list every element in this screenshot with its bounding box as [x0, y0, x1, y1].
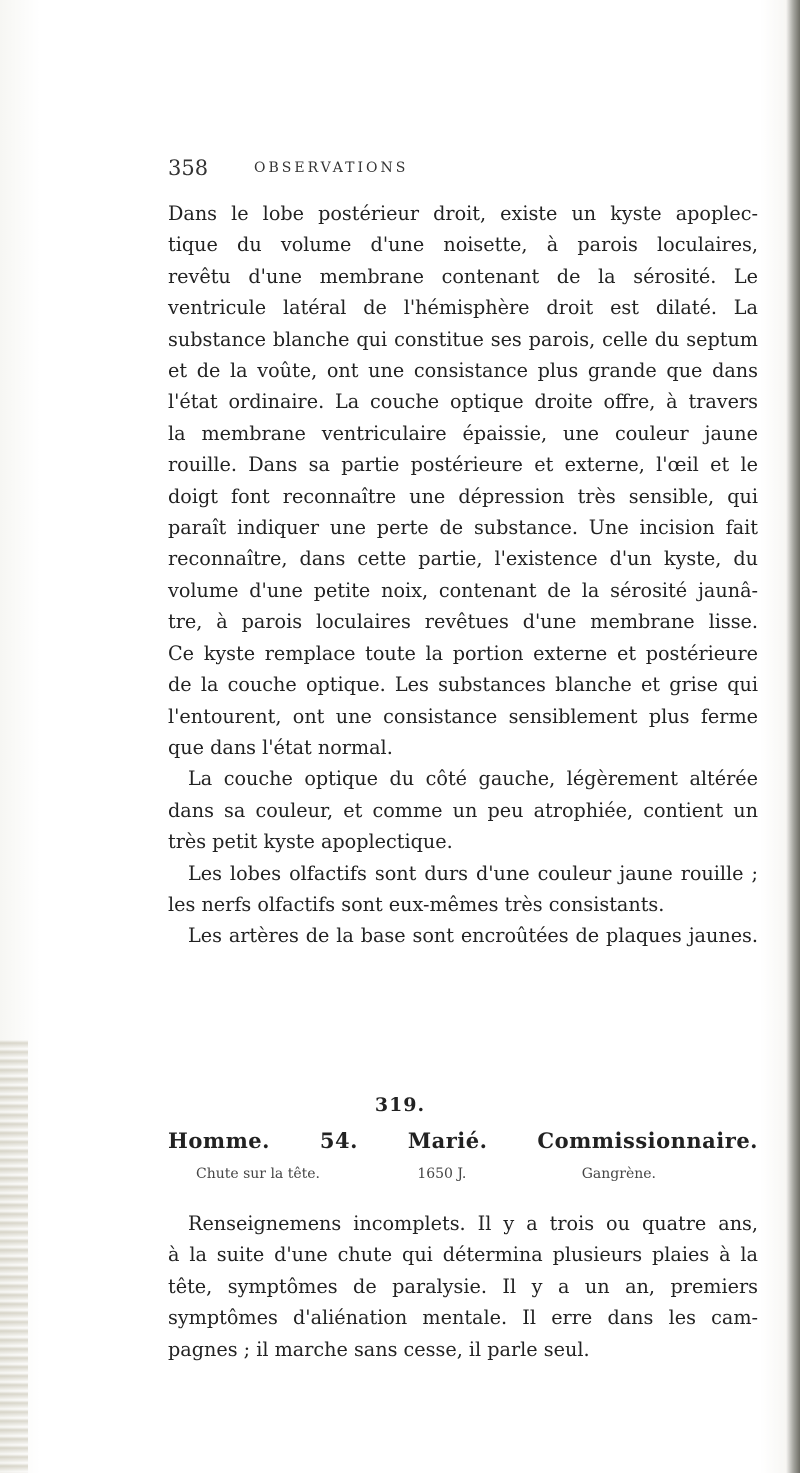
case-outcome: Gangrène. [581, 1166, 656, 1182]
case-duration: 1650 J. [417, 1166, 467, 1182]
text-line: substance blanche qui constitue ses parois, celle du septum [168, 327, 758, 351]
text-line: rouille. Dans sa partie postérieure et externe, l'œil et le [168, 453, 758, 477]
case-number: 319. [374, 1094, 426, 1116]
page-edge-shadow [786, 0, 800, 1473]
observation-text [168, 198, 758, 952]
case-sex: Homme. [168, 1128, 270, 1153]
case-cause: Chute sur la tête. [196, 1166, 320, 1182]
case-details [196, 1166, 656, 1182]
text-line: Dans le lobe postérieur droit, existe un kyste apoplec- [168, 202, 758, 225]
text-line: volume d'une petite noix, contenant de la sérosité jaunâ- [168, 578, 758, 602]
case-age: 54. [319, 1128, 358, 1153]
text-line: très petit kyste apoplectique. [168, 830, 453, 854]
text-line: et de la voûte, ont une consistance plus grande que dans [168, 359, 758, 383]
text-line: doigt font reconnaître une dépression très sensible, qui [168, 484, 758, 508]
text-line: revêtu d'une membrane contenant de la sérosité. Le [168, 264, 758, 288]
text-line: paraît indiquer une perte de substance. Une incision fait [168, 516, 758, 540]
page-header [168, 156, 688, 186]
text-line: Les lobes olfactifs sont durs d'une couleur jaune rouille ; [188, 861, 758, 885]
text-line: à la suite d'une chute qui détermina plusieurs plaies à la [168, 1243, 758, 1267]
text-line: tre, à parois loculaires revêtues d'une membrane lisse. [168, 610, 758, 634]
text-line: l'état ordinaire. La couche optique droite offre, à travers [168, 390, 758, 414]
running-head: OBSERVATIONS [254, 160, 409, 176]
page-number: 358 [168, 156, 209, 180]
text-line: de la couche optique. Les substances blanche et grise qui [168, 673, 758, 697]
text-line: symptômes d'aliénation mentale. Il erre dans les cam- [168, 1306, 758, 1330]
page-binding-edge [0, 1040, 28, 1473]
text-line: Renseignemens incomplets. Il y a trois ou quatre ans, [188, 1212, 758, 1235]
text-line: Ce kyste remplace toute la portion externe et postérieure [168, 641, 758, 665]
text-line: la membrane ventriculaire épaissie, une couleur jaune [168, 421, 758, 445]
text-line: tête, symptômes de paralysie. Il y a un an, premiers [168, 1274, 758, 1298]
text-line: tique du volume d'une noisette, à parois loculaires, [168, 233, 758, 257]
text-line: dans sa couleur, et comme un peu atrophiée, contient un [168, 798, 758, 822]
text-line: reconnaître, dans cette partie, l'existence d'un kyste, du [168, 547, 758, 571]
case-notes [168, 1208, 758, 1365]
text-line: pagnes ; il marche sans cesse, il parle seul. [168, 1337, 590, 1361]
text-line: ventricule latéral de l'hémisphère droit est dilaté. La [168, 296, 758, 320]
case-status: Marié. [407, 1128, 488, 1153]
text-line: les nerfs olfactifs sont eux-mêmes très consistants. [168, 892, 665, 916]
text-line: Les artères de la base sont encroûtées de plaques jaunes. [188, 924, 758, 948]
text-line: que dans l'état normal. [168, 735, 393, 759]
text-line: l'entourent, ont une consistance sensiblement plus ferme [168, 704, 758, 728]
case-occupation: Commissionnaire. [537, 1128, 758, 1153]
case-summary [168, 1128, 758, 1153]
text-line: La couche optique du côté gauche, légèrement altérée [188, 767, 758, 791]
